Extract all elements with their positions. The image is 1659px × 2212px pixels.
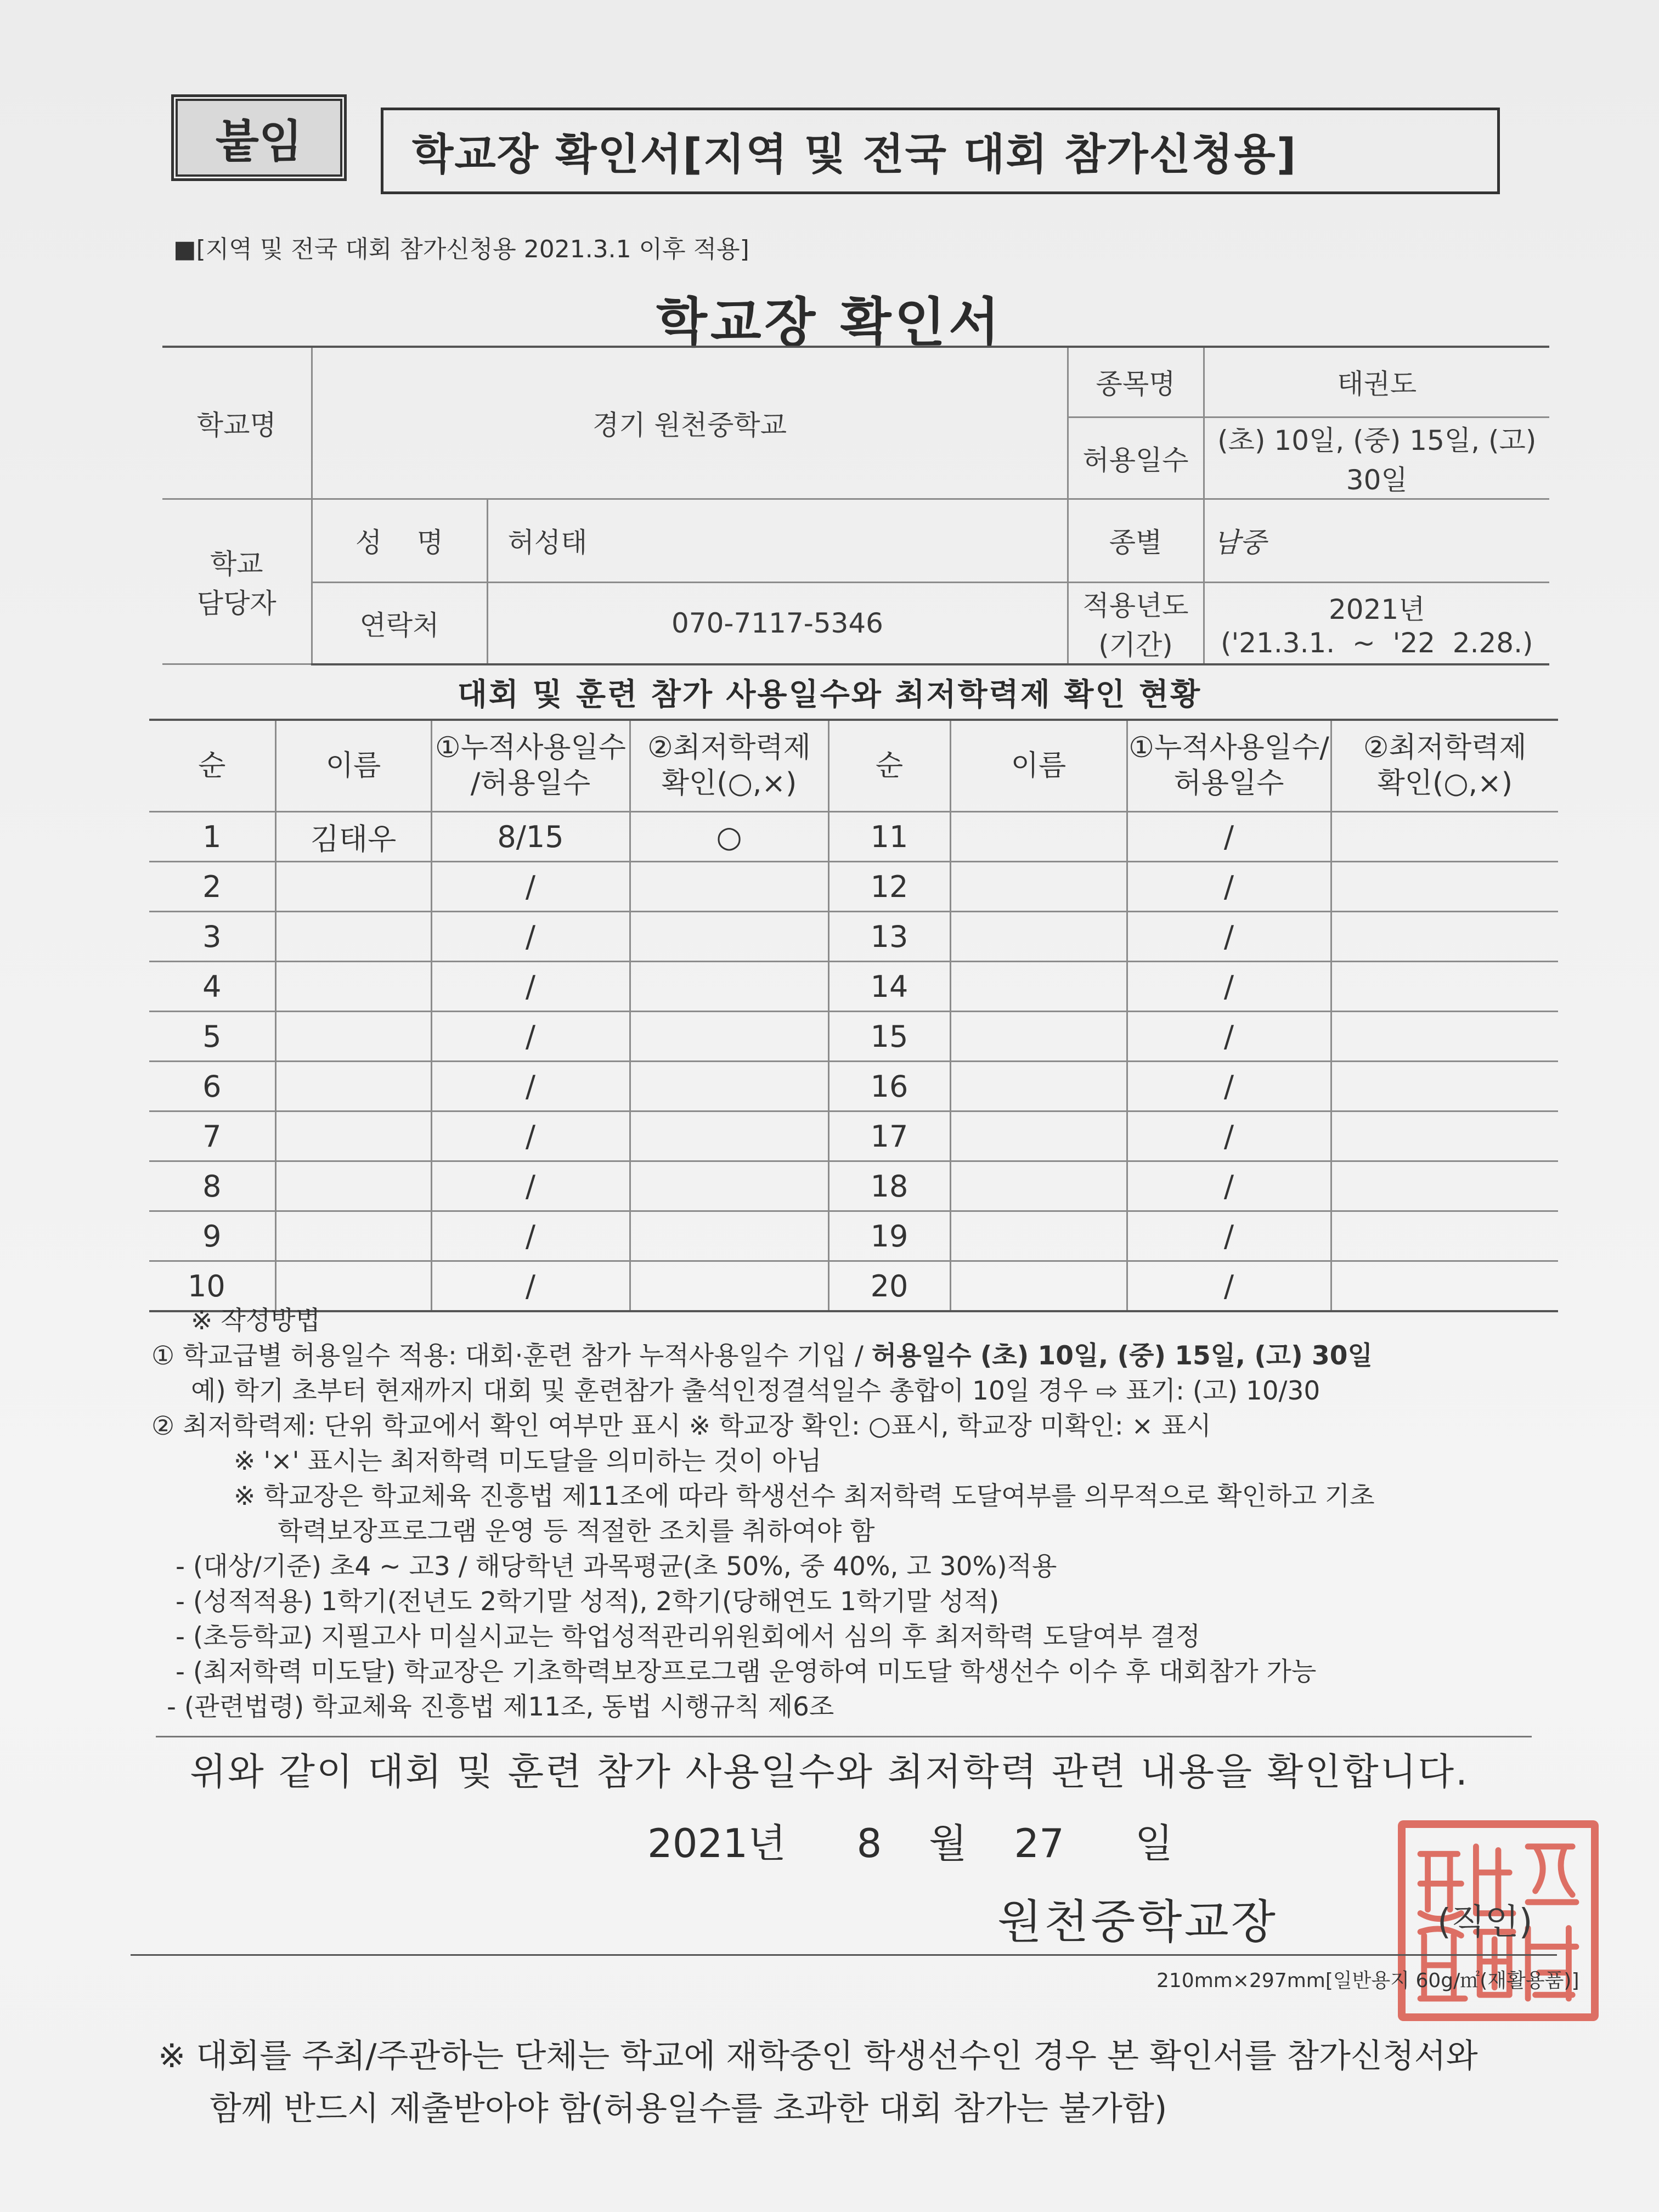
applicability-note: ■[지역 및 전국 대회 참가신청용 2021.3.1 이후 적용] bbox=[173, 235, 749, 263]
row-number-left: 5 bbox=[149, 1012, 275, 1062]
sport-value: 태권도 bbox=[1204, 347, 1549, 417]
days-used-left: 8/15 bbox=[431, 812, 630, 862]
year-label-line1: 적용년도 bbox=[1082, 589, 1189, 622]
table-row bbox=[149, 962, 1558, 1012]
footer-line-1: ※ 대회를 주최/주관하는 단체는 학교에 재학중인 학생선수인 경우 본 확인서를 참가신청서와 bbox=[158, 2037, 1478, 2075]
row-number-left: 3 bbox=[149, 912, 275, 962]
manager-label-line2: 담당자 bbox=[196, 587, 276, 619]
days-used-left: / bbox=[431, 912, 630, 962]
table-row bbox=[149, 1211, 1558, 1261]
days-used-left: / bbox=[431, 862, 630, 912]
days-used-left: / bbox=[431, 1111, 630, 1161]
form-title-box: 학교장 확인서[지역 및 전국 대회 참가신청용] bbox=[381, 108, 1500, 194]
manager-name-value: 허성태 bbox=[487, 499, 1068, 582]
days-used-right: / bbox=[1127, 962, 1331, 1012]
year-label-line2: (기간) bbox=[1098, 629, 1173, 661]
days-used-left: / bbox=[431, 1062, 630, 1111]
table-body bbox=[149, 812, 1558, 1312]
bottom-divider bbox=[131, 1954, 1557, 1956]
student-name-right bbox=[950, 962, 1127, 1012]
header-name-right: 이름 bbox=[950, 720, 1127, 812]
table-row bbox=[149, 812, 1558, 862]
days-used-left: / bbox=[431, 1211, 630, 1261]
days-used-right: / bbox=[1127, 862, 1331, 912]
header-num-right: 순 bbox=[828, 720, 950, 812]
contact-value: 070-7117-5346 bbox=[487, 582, 1068, 664]
header-check-left: ②최저학력제 확인(○,×) bbox=[630, 720, 828, 812]
allowed-days-label: 허용일수 bbox=[1068, 417, 1204, 499]
section-title: 대회 및 훈련 참가 사용일수와 최저학력제 확인 현황 bbox=[457, 677, 1202, 713]
table-row bbox=[149, 1161, 1558, 1211]
student-name-right bbox=[950, 1111, 1127, 1161]
year-value-line1: 2021년 bbox=[1328, 593, 1425, 625]
student-name-left bbox=[275, 1062, 431, 1111]
row-number-right: 13 bbox=[828, 912, 950, 962]
min-academic-check-left bbox=[630, 862, 828, 912]
student-name-left: 김태우 bbox=[275, 812, 431, 862]
header-check-right: ②최저학력제 확인(○,×) bbox=[1331, 720, 1558, 812]
instruction-3: ※ '×' 표시는 최저학력 미도달을 의미하는 것이 아님 bbox=[234, 1446, 822, 1476]
student-name-right bbox=[950, 912, 1127, 962]
row-number-right: 15 bbox=[828, 1012, 950, 1062]
table-row bbox=[149, 1062, 1558, 1111]
school-name-label: 학교명 bbox=[162, 347, 312, 499]
row-number-right: 19 bbox=[828, 1211, 950, 1261]
header-days-left: ①누적사용일수 /허용일수 bbox=[431, 720, 630, 812]
issue-date: 2021년 8 월 27 일 bbox=[647, 1820, 1173, 1866]
header-days-right: ①누적사용일수/ 허용일수 bbox=[1127, 720, 1331, 812]
footer-line-2: 함께 반드시 제출받아야 함(허용일수를 초과한 대회 참가는 불가함) bbox=[210, 2090, 1167, 2128]
instruction-1-example: 예) 학기 초부터 현재까지 대회 및 훈련참가 출석인정결석일수 총합이 10일 경우 ⇨ 표기: (고) 10/30 bbox=[191, 1376, 1321, 1406]
year-value-line2: ('21.3.1. ~ '22 2.28.) bbox=[1220, 627, 1533, 659]
min-academic-check-left bbox=[630, 962, 828, 1012]
year-label bbox=[1068, 582, 1204, 664]
min-academic-check-right bbox=[1331, 912, 1558, 962]
table-row bbox=[149, 912, 1558, 962]
student-name-right bbox=[950, 1062, 1127, 1111]
days-used-right: / bbox=[1127, 1111, 1331, 1161]
student-name-left bbox=[275, 1111, 431, 1161]
footer-note bbox=[158, 2030, 1478, 2135]
min-academic-check-right bbox=[1331, 1211, 1558, 1261]
student-name-left bbox=[275, 1012, 431, 1062]
days-used-left: / bbox=[431, 962, 630, 1012]
school-manager-label bbox=[162, 499, 312, 664]
min-academic-check-right bbox=[1331, 862, 1558, 912]
header-num-left: 순 bbox=[149, 720, 275, 812]
min-academic-check-left bbox=[630, 1012, 828, 1062]
student-name-left bbox=[275, 862, 431, 912]
contact-label: 연락처 bbox=[312, 582, 487, 664]
min-academic-check-left bbox=[630, 1062, 828, 1111]
days-used-right: / bbox=[1127, 1261, 1331, 1312]
row-number-left: 6 bbox=[149, 1062, 275, 1111]
detail-2: - (성적적용) 1학기(전년도 2학기말 성적), 2학기(당해연도 1학기말 성적) bbox=[176, 1587, 1000, 1617]
year-value bbox=[1204, 582, 1549, 664]
min-academic-check-right bbox=[1331, 1161, 1558, 1211]
min-academic-check-left bbox=[630, 1211, 828, 1261]
days-used-left: / bbox=[431, 1161, 630, 1211]
row-number-right: 20 bbox=[828, 1261, 950, 1312]
confirmation-statement: 위와 같이 대회 및 훈련 참가 사용일수와 최저학력 관련 내용을 확인합니다. bbox=[190, 1751, 1469, 1794]
row-number-right: 14 bbox=[828, 962, 950, 1012]
student-name-left bbox=[275, 1161, 431, 1211]
row-number-right: 18 bbox=[828, 1161, 950, 1211]
principal-title: 원천중학교장 bbox=[997, 1895, 1278, 1949]
instruction-1-text: ① 학교급별 허용일수 적용: 대회·훈련 참가 누적사용일수 기입 / bbox=[151, 1341, 872, 1371]
instruction-4: ※ 학교장은 학교체육 진흥법 제11조에 따라 학생선수 최저학력 도달여부를 의무적으로 확인하고 기초 bbox=[234, 1481, 1375, 1511]
instruction-4-cont: 학력보장프로그램 운영 등 적절한 조치를 취하여야 함 bbox=[278, 1516, 875, 1547]
student-name-right bbox=[950, 1012, 1127, 1062]
row-number-left: 7 bbox=[149, 1111, 275, 1161]
header-name-left: 이름 bbox=[275, 720, 431, 812]
participation-table bbox=[149, 719, 1558, 1312]
min-academic-check-left bbox=[630, 912, 828, 962]
gender-label: 종별 bbox=[1068, 499, 1204, 582]
min-academic-check-left bbox=[630, 1111, 828, 1161]
row-number-right: 12 bbox=[828, 862, 950, 912]
page-title: 학교장 확인서 bbox=[656, 292, 1003, 353]
student-name-left bbox=[275, 1211, 431, 1261]
days-used-right: / bbox=[1127, 1211, 1331, 1261]
row-number-left: 9 bbox=[149, 1211, 275, 1261]
detail-3: - (초등학교) 지필고사 미실시교는 학업성적관리위원회에서 심의 후 최저학력 도달여부 결정 bbox=[176, 1622, 1200, 1652]
attachment-tag: 붙임 bbox=[171, 94, 347, 181]
divider bbox=[156, 1736, 1532, 1737]
student-name-right bbox=[950, 1161, 1127, 1211]
min-academic-check-right bbox=[1331, 962, 1558, 1012]
school-info-table bbox=[162, 346, 1549, 665]
row-number-left: 4 bbox=[149, 962, 275, 1012]
student-name-right bbox=[950, 812, 1127, 862]
instructions-heading: ※ 작성방법 bbox=[191, 1306, 320, 1336]
days-used-left: / bbox=[431, 1261, 630, 1312]
days-used-right: / bbox=[1127, 1062, 1331, 1111]
detail-5: - (관련법령) 학교체육 진흥법 제11조, 동법 시행규칙 제6조 bbox=[167, 1692, 834, 1722]
days-used-right: / bbox=[1127, 1012, 1331, 1062]
days-used-right: / bbox=[1127, 1161, 1331, 1211]
manager-label-line1: 학교 bbox=[210, 548, 263, 580]
instruction-1 bbox=[151, 1339, 1567, 1374]
gender-value: 남중 bbox=[1204, 499, 1549, 582]
instructions bbox=[151, 1304, 1567, 1725]
school-name-value: 경기 원천중학교 bbox=[312, 347, 1068, 499]
days-used-left: / bbox=[431, 1012, 630, 1062]
min-academic-check-right bbox=[1331, 1062, 1558, 1111]
manager-name-label: 성 명 bbox=[312, 499, 487, 582]
min-academic-check-left bbox=[630, 1161, 828, 1211]
instruction-2: ② 최저학력제: 단위 학교에서 확인 여부만 표시 ※ 학교장 확인: ○표시, 학교장 미확인: × 표시 bbox=[151, 1411, 1211, 1441]
instruction-1-emphasis: 허용일수 (초) 10일, (중) 15일, (고) 30일 bbox=[871, 1341, 1373, 1371]
student-name-left bbox=[275, 962, 431, 1012]
row-number-left: 10 bbox=[149, 1261, 275, 1312]
allowed-days-value: (초) 10일, (중) 15일, (고) 30일 bbox=[1204, 417, 1549, 499]
table-row bbox=[149, 1111, 1558, 1161]
min-academic-check-right bbox=[1331, 1012, 1558, 1062]
table-row bbox=[149, 1012, 1558, 1062]
detail-4: - (최저학력 미도달) 학교장은 기초학력보장프로그램 운영하여 미도달 학생선수 이수 후 대회참가 가능 bbox=[176, 1657, 1317, 1687]
row-number-left: 1 bbox=[149, 812, 275, 862]
row-number-left: 8 bbox=[149, 1161, 275, 1211]
student-name-right bbox=[950, 862, 1127, 912]
min-academic-check-right bbox=[1331, 812, 1558, 862]
student-name-left bbox=[275, 912, 431, 962]
days-used-right: / bbox=[1127, 912, 1331, 962]
row-number-right: 17 bbox=[828, 1111, 950, 1161]
sport-label: 종목명 bbox=[1068, 347, 1204, 417]
student-name-right bbox=[950, 1211, 1127, 1261]
paper-spec: 210mm×297mm[일반용지 60g/㎡(재활용품)] bbox=[1156, 1970, 1579, 1992]
min-academic-check-left: ○ bbox=[630, 812, 828, 862]
row-number-left: 2 bbox=[149, 862, 275, 912]
min-academic-check-right bbox=[1331, 1111, 1558, 1161]
seal-label: (직인) bbox=[1437, 1902, 1533, 1943]
row-number-right: 11 bbox=[828, 812, 950, 862]
table-row bbox=[149, 862, 1558, 912]
row-number-right: 16 bbox=[828, 1062, 950, 1111]
days-used-right: / bbox=[1127, 812, 1331, 862]
detail-1: - (대상/기준) 초4 ~ 고3 / 해당학년 과목평균(초 50%, 중 40%, 고 30%)적용 bbox=[176, 1551, 1057, 1582]
